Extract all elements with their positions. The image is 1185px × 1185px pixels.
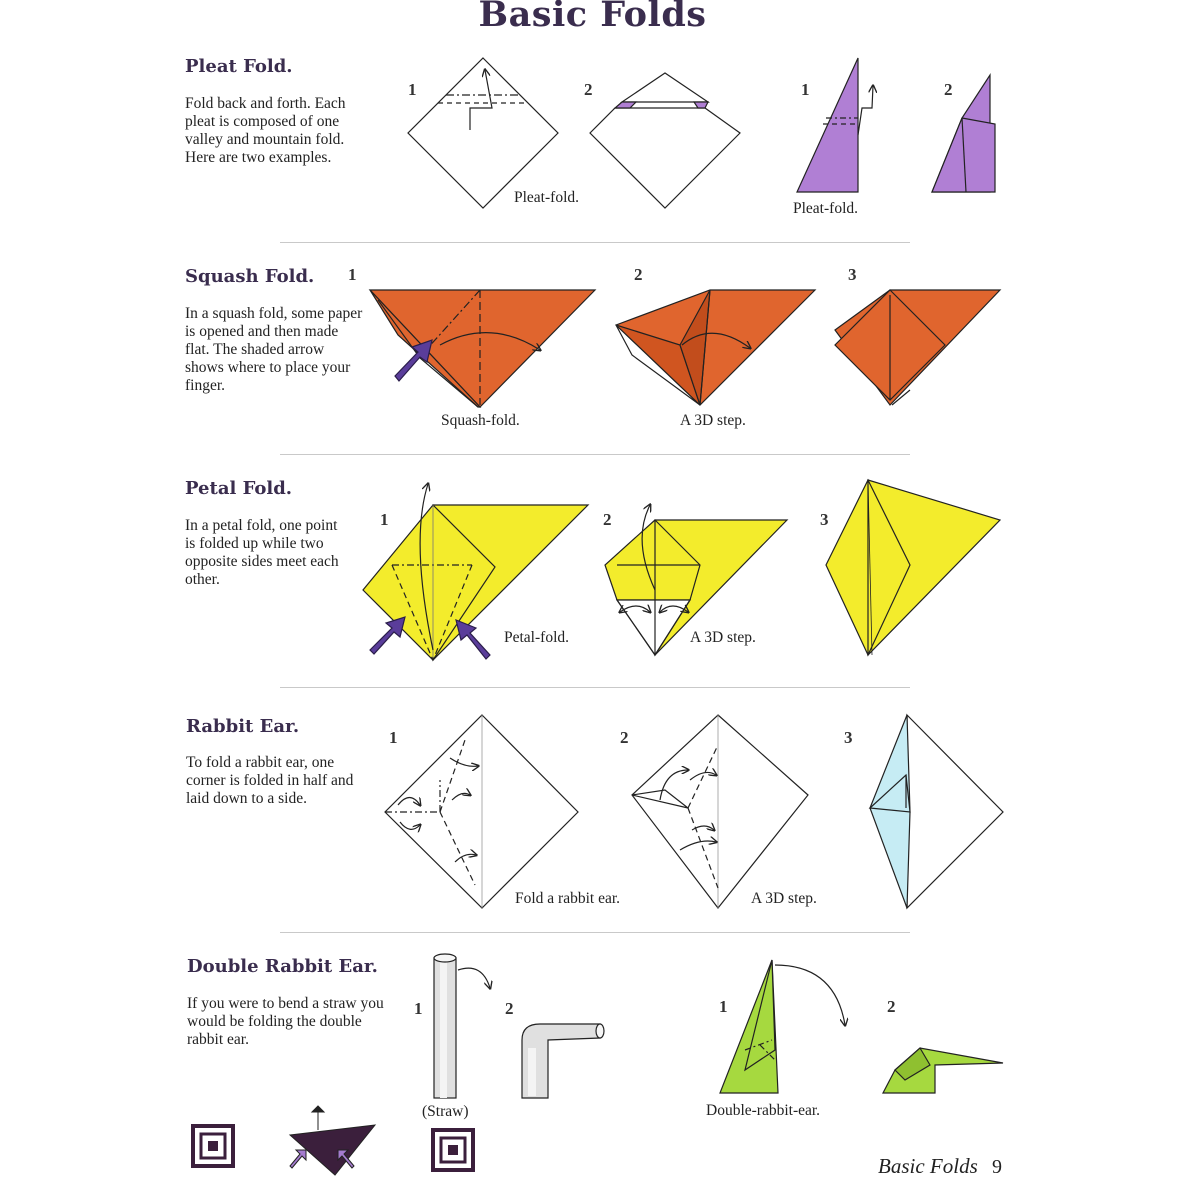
rabbit-diagram-1 <box>385 715 578 908</box>
squash-caption-1: Squash-fold. <box>441 412 520 429</box>
squash-step-2: 2 <box>634 265 643 284</box>
petal-step-3: 3 <box>820 510 829 529</box>
squash-diagram-3 <box>835 290 1000 405</box>
double-rabbit-ear-description: If you were to bend a straw you would be folding the double rabbit ear. <box>187 995 384 1048</box>
pleat-step-2: 2 <box>584 80 593 99</box>
pleat-diagram-2 <box>590 73 740 208</box>
pleat-caption-1: Pleat-fold. <box>514 189 579 206</box>
double-rabbit-green-step-2: 2 <box>887 997 896 1016</box>
petal-fold-description: In a petal fold, one point is folded up while two opposite sides meet each other. <box>185 517 339 588</box>
pleat-fold-description: Fold back and forth. Each pleat is composed of one valley and mountain fold. Here are two examples. <box>185 95 346 166</box>
rabbit-diagram-2 <box>632 715 808 908</box>
squash-diagram-1 <box>370 290 595 407</box>
squash-fold-title: Squash Fold. <box>185 266 315 287</box>
squash-step-1: 1 <box>348 265 357 284</box>
petal-diagram-1 <box>363 484 588 660</box>
double-rabbit-step-1: 1 <box>414 999 423 1018</box>
pleat-strip-step-1: 1 <box>801 80 810 99</box>
squash-fold-description: In a squash fold, some paper is opened and then made flat. The shaded arrow shows where to place your finger. <box>185 305 363 394</box>
rabbit-caption-2: A 3D step. <box>751 890 817 907</box>
pleat-strip-diagram-2 <box>932 75 995 192</box>
page-title: Basic Folds <box>478 0 707 35</box>
petal-fold-title: Petal Fold. <box>185 478 293 499</box>
squash-step-3: 3 <box>848 265 857 284</box>
pleat-caption-2: Pleat-fold. <box>793 200 858 217</box>
double-rabbit-diagram-1 <box>720 960 845 1093</box>
squash-diagram-2 <box>616 290 815 405</box>
footer-section-label: Basic Folds <box>878 1154 978 1178</box>
straw-caption: (Straw) <box>422 1103 469 1120</box>
rabbit-step-3: 3 <box>844 728 853 747</box>
pleat-step-1: 1 <box>408 80 417 99</box>
petal-step-1: 1 <box>380 510 389 529</box>
double-rabbit-diagram-2 <box>883 1048 1003 1093</box>
squash-caption-2: A 3D step. <box>680 412 746 429</box>
double-rabbit-ear-title: Double Rabbit Ear. <box>187 956 378 977</box>
pleat-fold-title: Pleat Fold. <box>185 56 293 77</box>
pleat-diagram-1 <box>408 58 558 208</box>
rabbit-caption-1: Fold a rabbit ear. <box>515 890 621 907</box>
double-rabbit-caption: Double-rabbit-ear. <box>706 1102 821 1119</box>
double-rabbit-green-step-1: 1 <box>719 997 728 1016</box>
petal-diagram-2 <box>605 505 787 655</box>
petal-diagram-3 <box>826 480 1000 655</box>
rabbit-ear-description: To fold a rabbit ear, one corner is folded in half and laid down to a side. <box>186 754 354 807</box>
target-icon <box>193 1126 233 1166</box>
pleat-strip-diagram-1 <box>797 58 873 192</box>
rabbit-step-2: 2 <box>620 728 629 747</box>
straw-diagram-2 <box>522 1024 604 1098</box>
target-icon <box>433 1130 473 1170</box>
double-rabbit-step-2: 2 <box>505 999 514 1018</box>
dark-fold-icon <box>290 1106 375 1175</box>
petal-step-2: 2 <box>603 510 612 529</box>
rabbit-diagram-3 <box>870 715 1003 908</box>
rabbit-step-1: 1 <box>389 728 398 747</box>
page-number: 9 <box>992 1156 1002 1178</box>
rabbit-ear-title: Rabbit Ear. <box>186 716 300 737</box>
petal-caption-1: Petal-fold. <box>504 629 569 646</box>
straw-diagram-1 <box>434 954 490 1098</box>
petal-caption-2: A 3D step. <box>690 629 756 646</box>
pleat-strip-step-2: 2 <box>944 80 953 99</box>
